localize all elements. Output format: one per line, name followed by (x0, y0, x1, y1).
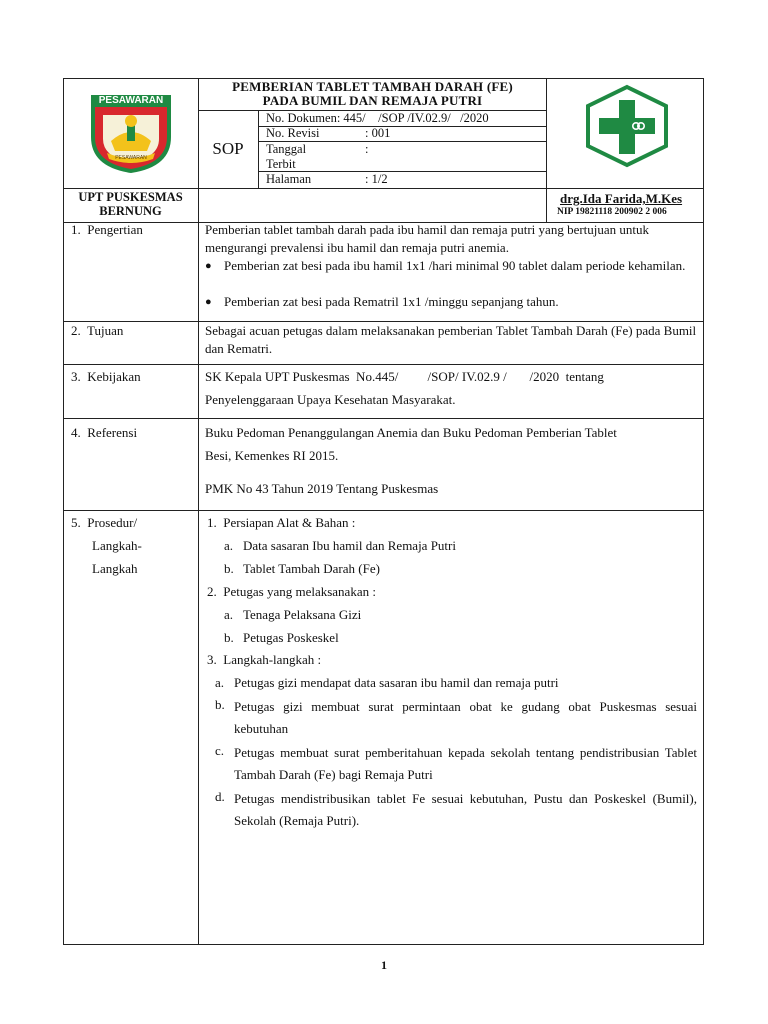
tujuan-text: Sebagai acuan petugas dalam melaksanakan pemberian Tablet Tambah Darah (Fe) pada Bumil dan Rematri. (205, 323, 697, 356)
referensi-line-1: Buku Pedoman Penanggulangan Anemia dan Buku Pedoman Pemberian Tablet (205, 425, 617, 440)
kebijakan-line-2: Penyelenggaraan Upaya Kesehatan Masyarakat. (205, 392, 456, 407)
prosedur-heading-1: 1. Persiapan Alat & Bahan : (207, 515, 356, 530)
revision-label: No. Revisi (266, 126, 320, 140)
list-marker: b. (224, 561, 234, 576)
organization-name-line1: UPT PUSKESMAS (78, 190, 183, 204)
langkah-item-c: Petugas membuat surat pemberitahuan kepada sekolah tentang pendistribusian Tablet Tambah Darah (Fe) bagi Remaja Putri (234, 745, 697, 782)
pengertian-bullet-1: Pemberian zat besi pada ibu hamil 1x1 /hari minimal 90 tablet dalam periode kehamilan. (224, 258, 686, 273)
sop-label: SOP (212, 139, 244, 158)
list-marker: a. (215, 675, 225, 690)
document-number: No. Dokumen: 445/ /SOP /IV.02.9/ /2020 (266, 111, 489, 125)
list-marker: d. (215, 789, 225, 804)
list-marker: a. (224, 538, 234, 553)
pengertian-text: Pemberian tablet tambah darah pada ibu hamil dan remaja putri yang bertujuan untuk mengurangi prevalensi ibu hamil dan remaja putri anemia. (205, 222, 650, 255)
prosedur-item-2a: Tenaga Pelaksana Gizi (243, 607, 362, 622)
section-label-pengertian: 1. Pengertian (71, 222, 143, 237)
date-label: Tanggal (266, 142, 307, 156)
prosedur-heading-3: 3. Langkah-langkah : (207, 652, 322, 667)
page-label: Halaman (266, 172, 312, 186)
langkah-item-b: Petugas gizi membuat surat permintaan obat ke gudang obat Puskesmas sesuai kebutuhan (234, 699, 697, 736)
signer-nip: NIP 19821118 200902 2 006 (557, 207, 667, 217)
prosedur-item-1a: Data sasaran Ibu hamil dan Remaja Putri (243, 538, 456, 553)
section-label-kebijakan: 3. Kebijakan (71, 369, 141, 384)
page-number: 1 (381, 958, 387, 972)
section-label-prosedur: 5. Prosedur/ (71, 515, 138, 530)
prosedur-heading-2: 2. Petugas yang melaksanakan : (207, 584, 376, 599)
kebijakan-line-1: SK Kepala UPT Puskesmas No.445/ /SOP/ IV.02.9 / /2020 tentang (205, 369, 604, 384)
langkah-item-a: Petugas gizi mendapat data sasaran ibu hamil dan remaja putri (234, 675, 559, 690)
date-value: : (365, 142, 369, 156)
signer-name: drg.Ida Farida,M.Kes (560, 191, 683, 206)
revision-value: : 001 (365, 126, 391, 140)
list-marker: c. (215, 743, 225, 758)
bullet-icon: ● (205, 260, 212, 272)
logo-left-ribbon: PESAWARAN (115, 155, 147, 161)
organization-name-line2: BERNUNG (99, 204, 162, 218)
logo-left-text: PESAWARAN (98, 95, 164, 106)
section-label-prosedur-2: Langkah- (92, 538, 142, 553)
section-label-referensi: 4. Referensi (71, 425, 138, 440)
document-title-line2: PADA BUMIL DAN REMAJA PUTRI (262, 93, 483, 108)
section-label-prosedur-3: Langkah (92, 561, 138, 576)
langkah-item-d: Petugas mendistribusikan tablet Fe sesuai kebutuhan, Pustu dan Poskeskel (Bumil), Sekolah (Remaja Putri). (234, 791, 697, 828)
referensi-line-3: PMK No 43 Tahun 2019 Tentang Puskesmas (205, 481, 439, 496)
section-label-tujuan: 2. Tujuan (71, 323, 124, 338)
bullet-icon: ● (205, 296, 212, 308)
pengertian-bullet-2: Pemberian zat besi pada Rematril 1x1 /minggu sepanjang tahun. (224, 294, 559, 309)
document-title-line1: PEMBERIAN TABLET TAMBAH DARAH (FE) (232, 79, 513, 94)
prosedur-item-1b: Tablet Tambah Darah (Fe) (243, 561, 380, 576)
date-label-2: Terbit (266, 157, 296, 171)
page-value: : 1/2 (365, 172, 388, 186)
prosedur-item-2b: Petugas Poskeskel (243, 630, 339, 645)
list-marker: b. (215, 697, 225, 712)
list-marker: a. (224, 607, 234, 622)
puskesmas-logo (583, 84, 671, 168)
referensi-line-2: Besi, Kemenkes RI 2015. (205, 448, 339, 463)
list-marker: b. (224, 630, 234, 645)
